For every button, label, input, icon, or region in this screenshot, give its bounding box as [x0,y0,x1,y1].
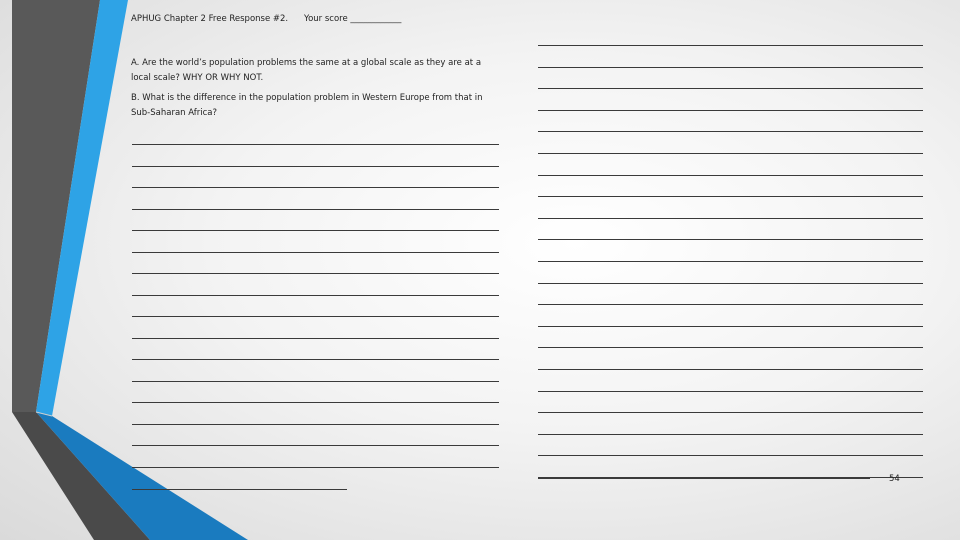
answer-line [538,67,923,68]
answer-line [132,338,499,339]
question-b: B. What is the difference in the population problem in Western Europe from that in Sub-Saharan Africa? [131,93,483,118]
answer-line [132,316,499,317]
answer-line [132,230,499,231]
answer-line [132,402,499,403]
answer-line [132,144,499,145]
answer-line [538,434,923,435]
answer-line [538,131,923,132]
answer-line [132,489,347,490]
answer-line [538,218,923,219]
question-a: A. Are the world’s population problems the same at a global scale as they are at a local scale? WHY OR WHY NOT. [131,58,482,83]
answer-line [538,175,923,176]
answer-line [132,209,499,210]
score-label: Your score ____________ [304,14,402,24]
answer-line [538,45,923,46]
answer-line [132,166,499,167]
answer-line [538,261,923,262]
answer-line [538,153,923,154]
answer-line [132,187,499,188]
answer-line [132,359,499,360]
page-number: 54 [889,474,900,484]
answer-line [132,295,499,296]
answer-line [538,196,923,197]
answer-line [538,347,923,348]
answer-line [132,381,499,382]
answer-line [538,369,923,370]
answer-line [538,478,870,479]
answer-line [132,273,499,274]
answer-line [538,239,923,240]
answer-line [538,326,923,327]
answer-line [538,110,923,111]
answer-line [132,467,499,468]
answer-line [538,283,923,284]
answer-line [538,412,923,413]
answer-line [132,424,499,425]
answer-line [132,252,499,253]
page-title: APHUG Chapter 2 Free Response #2. [131,14,289,24]
answer-line [538,88,923,89]
answer-line [538,391,923,392]
answer-line [132,445,499,446]
answer-line [538,304,923,305]
answer-line [538,455,923,456]
